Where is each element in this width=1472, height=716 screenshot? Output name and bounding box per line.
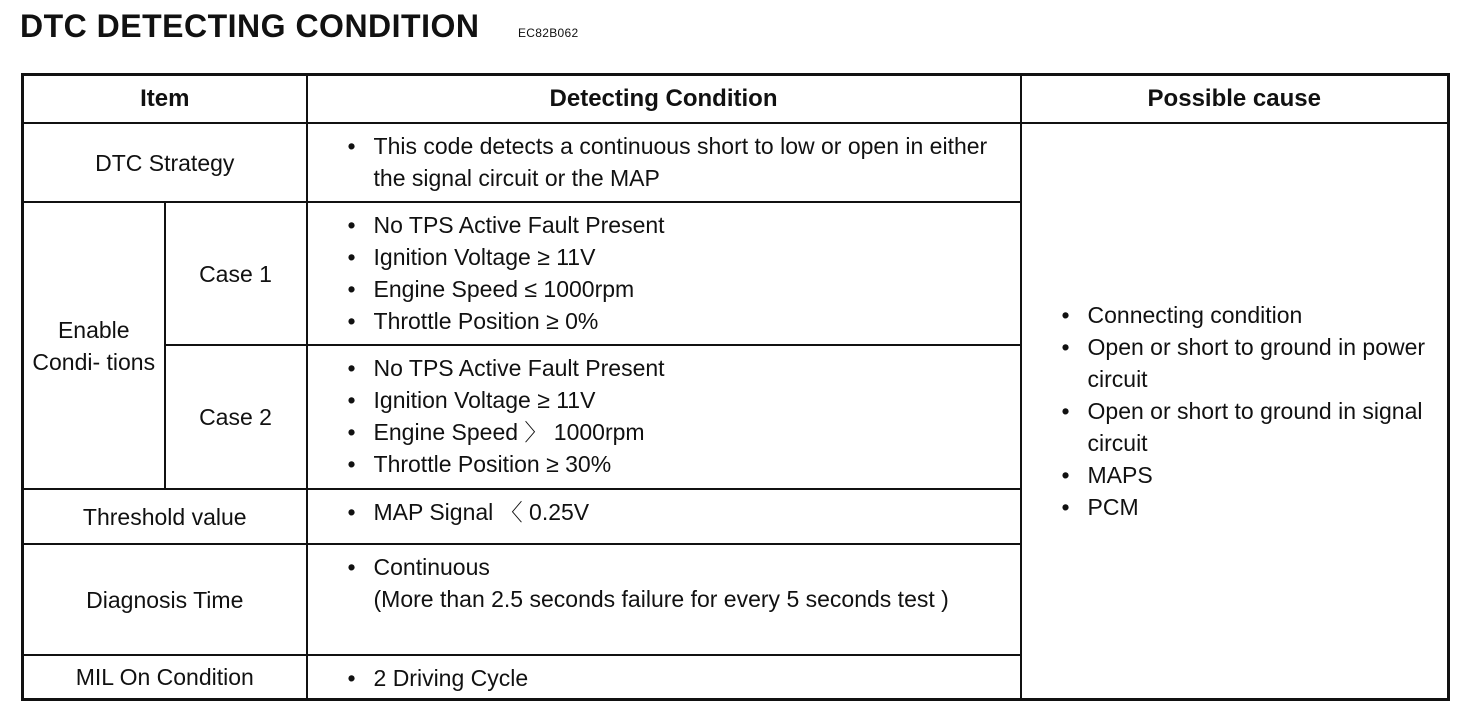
item-dtc-strategy: DTC Strategy xyxy=(23,123,307,202)
cause-item: • Open or short to ground in power circuit xyxy=(1060,331,1440,395)
condition-case1 xyxy=(307,202,1021,345)
case2-label: Case 2 xyxy=(165,345,307,489)
dtc-condition-table xyxy=(21,73,1450,701)
column-header-possible-cause: Possible cause xyxy=(1021,75,1449,124)
condition-threshold xyxy=(307,489,1021,544)
cause-item: • MAPS xyxy=(1060,459,1440,491)
condition-dtc-strategy xyxy=(307,123,1021,202)
condition-bullet: • Engine Speed ≤ 1000rpm xyxy=(346,273,1012,305)
cause-item: • PCM xyxy=(1060,491,1440,523)
condition-bullet: • Ignition Voltage ≥ 11V xyxy=(346,384,1012,416)
condition-detail: (More than 2.5 seconds failure for every 5 seconds test ) xyxy=(373,586,949,612)
possible-cause-cell xyxy=(1021,123,1449,699)
condition-bullet: • MAP Signal 〈 0.25V xyxy=(346,496,1012,528)
condition-bullet: • This code detects a continuous short to low or open in either the signal circuit or the MAP xyxy=(346,130,1012,194)
cause-item: • Connecting condition xyxy=(1060,299,1440,331)
condition-bullet: • Throttle Position ≥ 0% xyxy=(346,305,1012,337)
item-threshold-value: Threshold value xyxy=(23,489,307,544)
case1-label: Case 1 xyxy=(165,202,307,345)
page-title: DTC DETECTING CONDITION xyxy=(20,8,480,44)
table-row-dtc-strategy xyxy=(23,123,1449,202)
condition-case2 xyxy=(307,345,1021,489)
item-enable-conditions: Enable Condi- tions xyxy=(23,202,165,489)
column-header-item: Item xyxy=(23,75,307,124)
condition-mil-on xyxy=(307,655,1021,699)
item-mil-on-condition: MIL On Condition xyxy=(23,655,307,699)
column-header-detecting-condition: Detecting Condition xyxy=(307,75,1021,124)
condition-bullet: • Engine Speed 〉 1000rpm xyxy=(346,416,1012,448)
condition-bullet: • Continuous xyxy=(346,551,1012,583)
condition-bullet: • No TPS Active Fault Present xyxy=(346,352,1012,384)
document-code: EC82B062 xyxy=(518,26,579,40)
item-diagnosis-time: Diagnosis Time xyxy=(23,544,307,655)
cause-item: • Open or short to ground in signal circuit xyxy=(1060,395,1440,459)
condition-diagnosis-time xyxy=(307,544,1021,655)
condition-bullet: • Throttle Position ≥ 30% xyxy=(346,448,1012,480)
condition-bullet: • 2 Driving Cycle xyxy=(346,662,1012,694)
table-header-row xyxy=(23,75,1449,124)
condition-bullet: • No TPS Active Fault Present xyxy=(346,209,1012,241)
condition-bullet: • Ignition Voltage ≥ 11V xyxy=(346,241,1012,273)
